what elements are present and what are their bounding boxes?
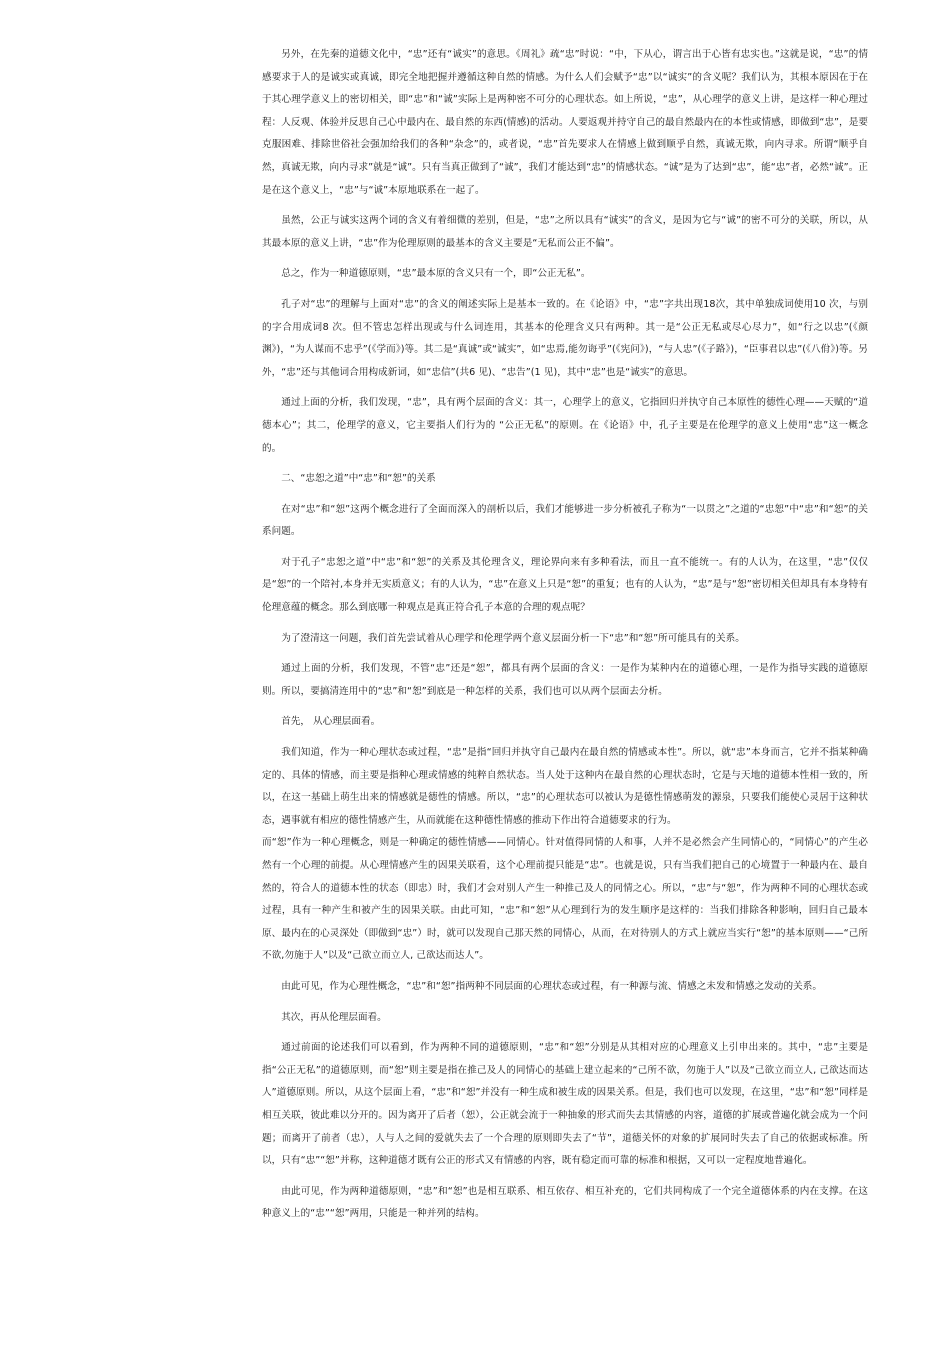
paragraph-two-levels-both: 通过上面的分析，我们发现，不管“忠”还是“恕”，都具有两个层面的含义：一是作为某种内在的道德心理，一是作为指导实践的道德原则。所以，要搞清连用中的“忠”和“恕”到底是一种怎样的关系，我们也可以从两个层面去分析。: [262, 663, 868, 697]
section-heading: 二、“忠恕之道”中“忠”和“恕”的关系: [281, 473, 436, 485]
paragraph-intro-relation: 在对“忠”和“恕”这两个概念进行了全面而深入的剖析以后，我们才能够进一步分析被孔子称为“一以贯之”之道的“忠恕”中“忠”和“恕”的关系问题。: [262, 503, 868, 538]
subheading-psychological: 首先， 从心理层面看。: [281, 716, 381, 728]
paragraph-psych-conclusion: 由此可见，作为心理性概念，“忠”和“恕”指两种不同层面的心理状态或过程，有一种源与流、情感之未发和情感之发动的关系。: [281, 980, 823, 992]
paragraph-psych-zhong: 我们知道，作为一种心理状态或过程，“忠”是指“回归并执守自己最内在最自然的情感或本性”。所以，就“忠”本身而言，它并不指某种确定的、具体的情感，而主要是指种心理或情感的纯粹自然状态。当人处于这种内在最自然的心理状态时，它是与天地的道德本性相一致的，所以，在这一基础上萌生出来的情感就是德性的情感。所以，“忠”的心理状态可以被认为是德性情感萌发的源泉，只要我们能使心灵居于这种状态，遇事就有相应的德性情感产生，从而就能在这种德性情感的推动下作出符合道德要求的行为。: [262, 747, 868, 826]
paragraph-psych-shu: 而“恕”作为一种心理概念，则是一种确定的德性情感——同情心。针对值得同情的人和事，人并不是必然会产生同情心的，“同情心”的产生必然有一个心理的前提。从心理情感产生的因果关联看，这个心理前提只能是“忠”。也就是说，只有当我们把自己的心境置于一种最内在、最自然的，符合人的道德本性的状态（即忠）时，我们才会对别人产生一种推己及人的同情之心。所以，“忠”与“恕”，作为两种不同的心理状态或过程，具有一种产生和被产生的因果关联。由此可知，“忠”和“恕”从心理到行为的发生顺序是这样的：当我们排除各种影响，回归自己最本原、最内在的心灵深处（即做到“忠”）时，就可以发现自己那天然的同情心，从而，在对待别人的方式上就应当实行“恕”的基本原则——“己所不欲,勿施于人”以及“己欲立而立人, 己欲达而达人”。: [262, 837, 868, 962]
paragraph-two-levels-zhong: 通过上面的分析，我们发现，“忠”，具有两个层面的含义：其一，心理学上的意义，它指回归并执守自己本原性的德性心理——天赋的“道德本心”；其二，伦理学的意义，它主要指人们行为的 “公正无私”的原则。在《论语》中，孔子主要是在伦理学的意义上使用“忠”这一概念的。: [262, 397, 868, 454]
paragraph-loyalty-honesty: 另外，在先秦的道德文化中，“忠”还有“诚实”的意思。《周礼》疏“忠”时说：“中，下从心，谓言出于心皆有忠实也。”这就是说，“忠”的情感要求于人的是诚实或真诚，即完全地把握并遵循这种自然的情感。为什么人们会赋予“忠”以“诚实”的含义呢？我们认为，其根本原因在于在于其心理学意义上的密切相关，即“忠”和“诚”实际上是两种密不可分的心理状态。如上所说，“忠”，从心理学的意义上讲，是这样一种心理过程：人反观、体验并反思自己心中最内在、最自然的东西(情感)的活动。人要返观并持守自己的最自然最内在的本性或情感，即做到“忠”，是要克服困难、排除世俗社会强加给我们的各种“杂念”的，或者说，“忠”首先要求人在情感上做到顺乎自然，真诚无欺，向内寻求。所谓“顺乎自然，真诚无欺，向内寻求”就是“诚”。只有当真正做到了“诚”，我们才能达到“忠”的情感状态。“诚”是为了达到“忠”，能“忠”者，必然“诚”。正是在这个意义上，“忠”与“诚”本原地联系在一起了。: [262, 49, 868, 196]
paragraph-clarify-question: 为了澄清这一问题，我们首先尝试着从心理学和伦理学两个意义层面分析一下“忠”和“恕”所可能具有的关系。: [281, 632, 745, 644]
paragraph-final-conclusion: 由此可见，作为两种道德原则，“忠”和“恕”也是相互联系、相互依存、相互补充的，它们共同构成了一个完全道德体系的内在支撑。在这种意义上的“忠”“恕”两用，只能是一种并列的结构。: [262, 1185, 868, 1220]
paragraph-ethical-principles: 通过前面的论述我们可以看到，作为两种不同的道德原则，“忠”和“恕”分别是从其相对应的心理意义上引申出来的。其中，“忠”主要是指“公正无私”的道德原则，而“恕”则主要是指在推己及人的同情心的基础上建立起来的“己所不欲，勿施于人”以及“己欲立而立人, 己欲达而达人”道德原则。所以，从这个层面上看，“忠”和“恕”并没有一种生成和被生成的因果关系。但是，我们也可以发现，在这里，“忠”和“恕”同样是相互关联，彼此难以分开的。因为离开了后者（恕），公正就会流于一种抽象的形式而失去其情感的内容，道德的扩展或普遍化就会成为一个问题；而离开了前者（忠），人与人之间的爱就失去了一个合理的原则即失去了“节”，道德关怀的对象的扩展同时失去了自己的依据或标准。所以，只有“忠”“恕”并称，这种道德才既有公正的形式又有情感的内容，既有稳定而可靠的标准和根据，又可以一定程度地普遍化。: [262, 1042, 868, 1167]
document-page: [262, 44, 868, 1234]
paragraph-fairness-honesty: 虽然，公正与诚实这两个词的含义有着细微的差别，但是，“忠”之所以具有“诚实”的含义，是因为它与“诚”的密不可分的关联，所以，从其最本原的意义上讲，“忠”作为伦理原则的最基本的含义主要是“无私而公正不偏”。: [262, 215, 868, 249]
subheading-ethical: 其次，再从伦理层面看。: [281, 1011, 387, 1023]
paragraph-summary-fairness: 总之，作为一种道德原则，“忠”最本原的含义只有一个，即“公正无私”。: [281, 268, 591, 280]
paragraph-theory-views: 对于孔子“忠恕之道”中“忠”和“恕”的关系及其伦理含义，理论界向来有多种看法，而且一直不能统一。有的人认为，在这里，“忠”仅仅是“恕”的一个陪衬,本身并无实质意义；有的人认为，“忠”在意义上只是“恕”的重复；也有的人认为，“忠”是与“恕”密切相关但却具有本身特有伦理意蕴的概念。那么到底哪一种观点是真正符合孔子本意的合理的观点呢？: [262, 556, 868, 614]
paragraph-confucius-analects: 孔子对“忠”的理解与上面对“忠”的含义的阐述实际上是基本一致的。在《论语》中，“忠”字共出现18次，其中单独成词使用10 次，与别的字合用成词8 次。但不管忠怎样出现或与什么词连用，其基本的伦理含义只有两种。其一是“公正无私或尽心尽力”，如“行之以忠”(《颜渊》)，“为人谋而不忠乎”(《学而》)等。其二是“真诚”或“诚实”，如“忠焉,能勿诲乎”(《宪问》)，“与人忠”(《子路》)，“臣事君以忠”(《八佾》)等。另外，“忠”还与其他词合用构成新词，如“忠信”(共6 见)、“忠告”(1 见)，其中“忠”也是“诚实”的意思。: [262, 298, 869, 378]
